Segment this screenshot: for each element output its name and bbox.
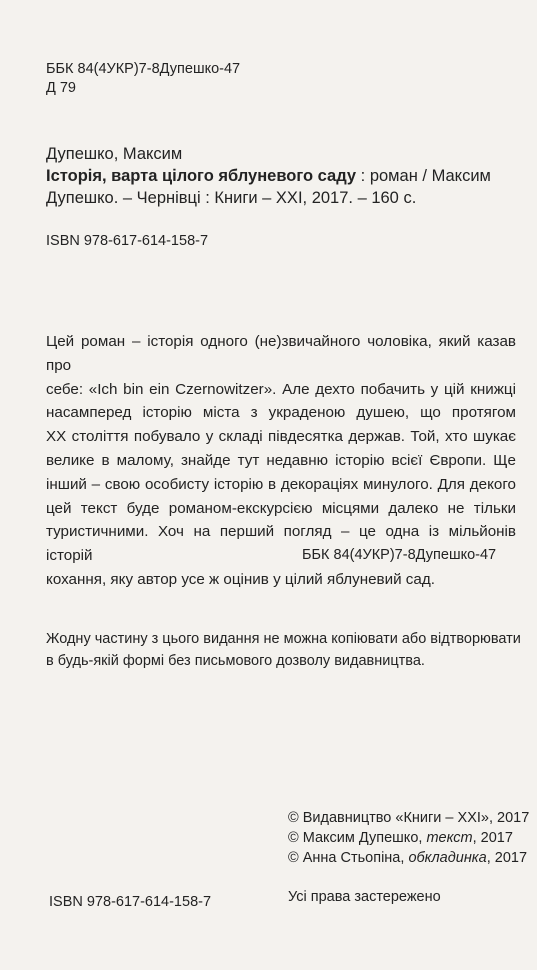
annotation-line: цей текст буде романом-екскурсією місцями далеко не тільки	[46, 499, 516, 517]
copyright-author-year: , 2017	[472, 830, 513, 846]
annotation-line: інший – свою особисту історію в декораціях минулого. Для декого	[46, 475, 516, 493]
annotation-line: туристичними. Хоч на перший погляд – це одна із мільйонів історій	[46, 523, 516, 565]
copyright-cover	[288, 848, 529, 868]
isbn-bottom: ISBN 978-617-614-158-7	[49, 894, 212, 910]
rights-notice	[46, 628, 536, 672]
bbk-classification-repeat: ББК 84(4УКР)7-8Дупешко-47	[302, 547, 497, 563]
citation-subtitle: : роман / Максим	[356, 167, 491, 185]
copyright-author	[288, 828, 529, 848]
rights-notice-line: в будь-якій формі без письмового дозволу видавництва.	[46, 653, 425, 669]
book-title: Історія, варта цілого яблуневого саду	[46, 167, 357, 185]
copyright-block	[288, 808, 529, 868]
author-mark: Д 79	[46, 80, 76, 96]
annotation-line: велике в малому, знайде тут недавню історію всієї Європи. Ще	[46, 451, 516, 469]
bibliographic-citation	[46, 143, 516, 209]
copyright-author-role: текст	[426, 830, 473, 846]
annotation-line: ХХ століття побувало у складі півдесятка держав. Той, хто шукає	[46, 428, 516, 446]
annotation-line: кохання, яку автор усе ж оцінив у цілий яблуневий сад.	[46, 570, 435, 588]
citation-title-line	[46, 165, 516, 187]
rights-notice-line: Жодну частину з цього видання не можна копіювати або відтворювати	[46, 631, 521, 647]
copyright-cover-name: © Анна Стьопіна,	[288, 850, 409, 866]
copyright-publisher: © Видавництво «Книги – ХХІ», 2017	[288, 810, 530, 826]
annotation-line: насамперед історію міста з украденою душею, що протягом	[46, 404, 516, 422]
citation-author: Дупешко, Максим	[46, 145, 183, 163]
bbk-classification: ББК 84(4УКР)7-8Дупешко-47	[46, 61, 241, 77]
copyright-cover-role: обкладинка	[408, 850, 487, 866]
copyright-cover-year: , 2017	[486, 850, 528, 866]
annotation-line: Цей роман – історія одного (не)звичайного чоловіка, який казав про	[46, 333, 516, 374]
isbn-top: ISBN 978-617-614-158-7	[46, 233, 209, 249]
all-rights-reserved: Усі права застережено	[288, 889, 441, 905]
citation-publication: Дупешко. – Чернівці : Книги – ХХІ, 2017. – 160 с.	[46, 189, 417, 207]
copyright-author-name: © Максим Дупешко,	[288, 830, 427, 846]
annotation-line: себе: «Ich bin ein Czernowitzer». Але дехто побачить у цій книжці	[46, 380, 516, 398]
